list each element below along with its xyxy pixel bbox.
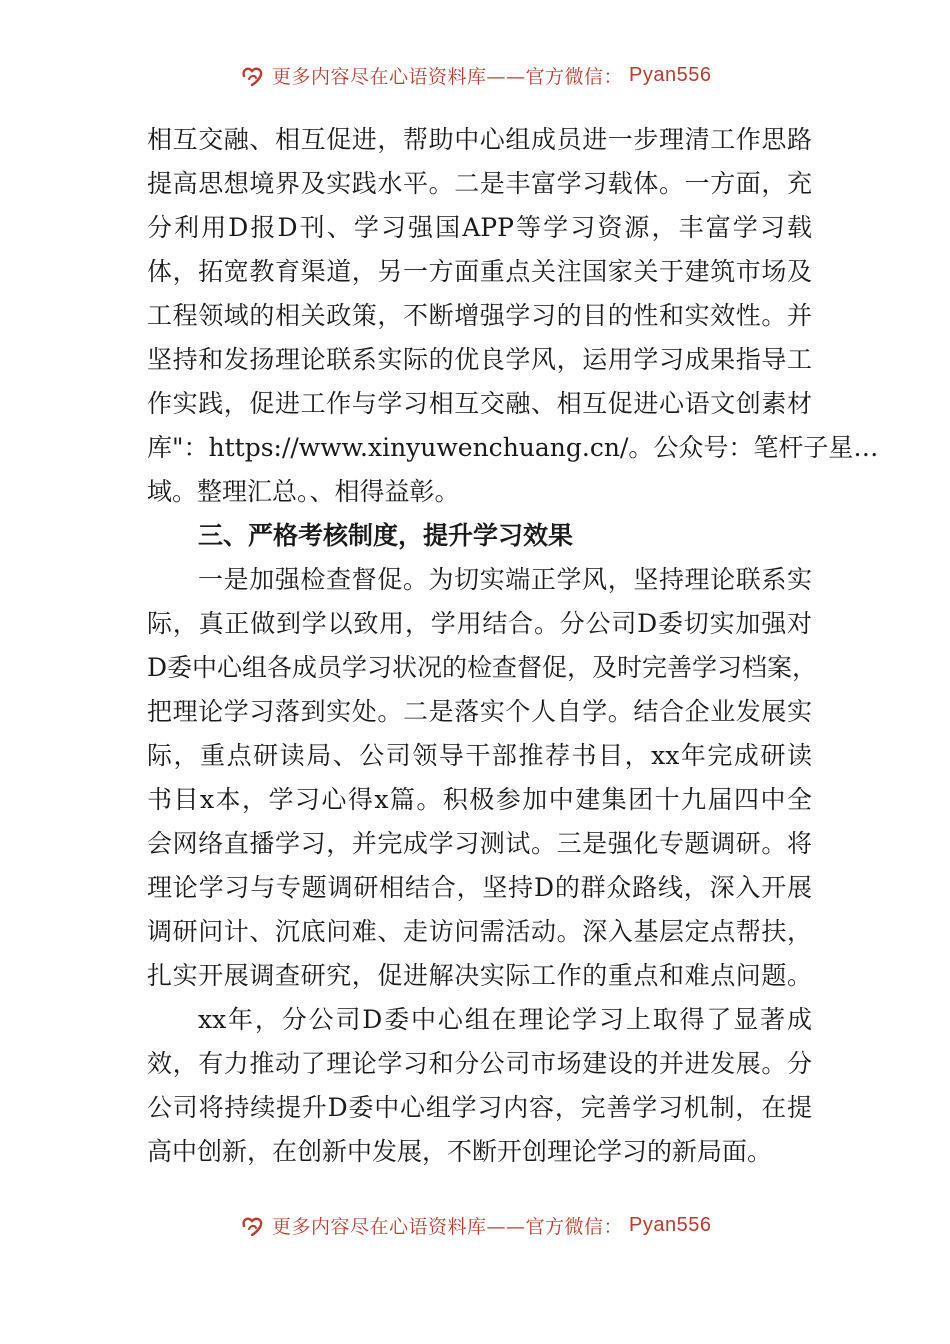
text-line: 坚持和发扬理论联系实际的优良学风，运用学习成果指导工 xyxy=(147,345,812,374)
heart-swirl-icon xyxy=(240,1212,266,1236)
text-line: 域。整理汇总。、相得益彰。 xyxy=(147,477,460,506)
watermark-wechat-id: Pyan556 xyxy=(629,1213,712,1236)
text-line: 工程领域的相关政策，不断增强学习的目的性和实效性。并 xyxy=(147,301,812,330)
paragraph-study-carriers xyxy=(147,118,879,514)
watermark-wechat-id: Pyan556 xyxy=(629,63,712,86)
watermark-header xyxy=(0,56,950,86)
watermark-footer xyxy=(0,1206,950,1236)
text-line: 书目x本，学习心得x篇。积极参加中建集团十九届四中全 xyxy=(147,785,812,814)
text-line: D委中心组各成员学习状况的检查督促，及时完善学习档案， xyxy=(147,653,818,682)
text-line: 高中创新，在创新中发展，不断开创理论学习的新局面。 xyxy=(147,1137,773,1166)
text-line: xx年，分公司D委中心组在理论学习上取得了显著成 xyxy=(198,1005,812,1034)
section-heading: 三、严格考核制度，提升学习效果 xyxy=(198,521,574,550)
text-line: 扎实开展调查研究，促进解决实际工作的重点和难点问题。 xyxy=(147,961,812,990)
paragraph-conclusion xyxy=(147,998,812,1174)
watermark-banner xyxy=(240,60,711,86)
text-line: 会网络直播学习，并完成学习测试。三是强化专题调研。将 xyxy=(147,829,812,858)
text-line: 效，有力推动了理论学习和分公司市场建设的并进发展。分 xyxy=(147,1049,812,1078)
heart-swirl-icon xyxy=(240,62,266,86)
watermark-banner xyxy=(240,1210,711,1236)
text-line: 调研问计、沉底问难、走访问需活动。深入基层定点帮扶， xyxy=(147,917,812,946)
text-line: 际，真正做到学以致用，学用结合。分公司D委切实加强对 xyxy=(147,609,812,638)
text-line: 理论学习与专题调研相结合，坚持D的群众路线，深入开展 xyxy=(147,873,812,902)
text-line: 相互交融、相互促进，帮助中心组成员进一步理清工作思路 xyxy=(147,125,812,154)
text-line: 分利用D报D刊、学习强国APP等学习资源，丰富学习载 xyxy=(147,213,812,242)
text-line-link: 库"：https://www.xinyuwenchuang.cn/。公众号：笔杆子星… xyxy=(147,433,879,462)
text-line: 体，拓宽教育渠道，另一方面重点关注国家关于建筑市场及 xyxy=(147,257,812,286)
text-line: 作实践，促进工作与学习相互交融、相互促进心语文创素材 xyxy=(147,389,812,418)
watermark-text: 更多内容尽在心语资料库——官方微信： xyxy=(272,1215,624,1236)
document-body xyxy=(147,118,879,1174)
watermark-text: 更多内容尽在心语资料库——官方微信： xyxy=(272,65,624,86)
text-line: 把理论学习落到实处。二是落实个人自学。结合企业发展实 xyxy=(147,697,812,726)
text-line: 提高思想境界及实践水平。二是丰富学习载体。一方面，充 xyxy=(147,169,812,198)
text-line: 公司将持续提升D委中心组学习内容，完善学习机制，在提 xyxy=(147,1093,812,1122)
text-line: 一是加强检查督促。为切实端正学风，坚持理论联系实 xyxy=(198,565,812,594)
text-line: 际，重点研读局、公司领导干部推荐书目，xx年完成研读 xyxy=(147,741,812,770)
paragraph-assessment xyxy=(147,558,818,998)
